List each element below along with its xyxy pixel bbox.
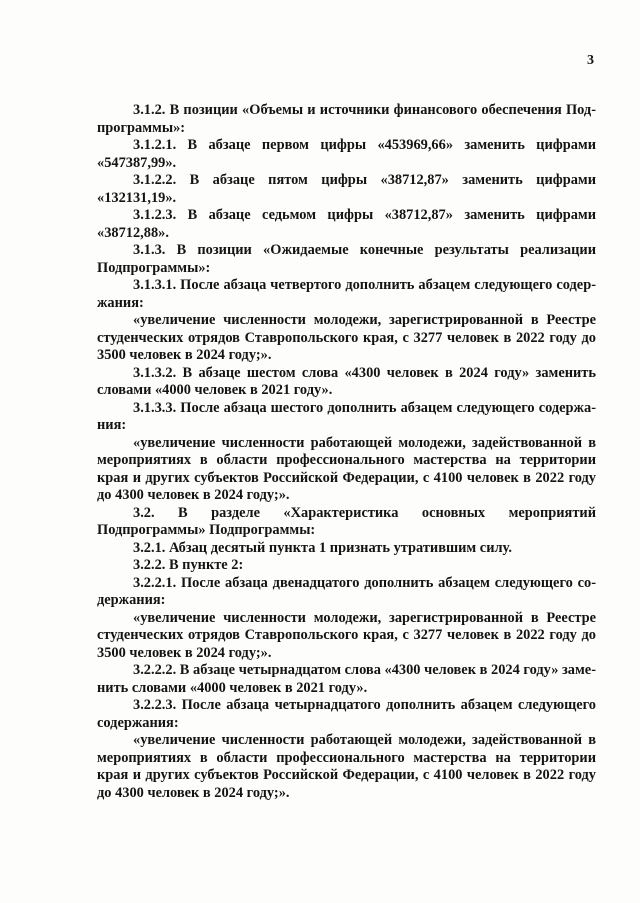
quote-paragraph: «увеличение численности работающей молодежи, задействованной в мероприятиях в области профессионального мастерства на территории края и других субъектов Российской Федерации, с 4100 человек в 2022 году до 4300 человек в 2024 году;». <box>97 732 596 801</box>
paragraph-3-2-2-3: 3.2.2.3. После абзаца четырнадцатого дополнить абзацем следующего содержания: <box>97 697 596 731</box>
paragraph-3-1-3: 3.1.3. В позиции «Ожидаемые конечные результаты реализации Подпрограммы»: <box>97 242 596 276</box>
paragraph-3-2-2-2: 3.2.2.2. В абзаце четырнадцатом слова «4300 человек в 2024 году» заменить словами «4000 человек в 2021 году». <box>97 662 596 696</box>
paragraph-3-1-3-1: 3.1.3.1. После абзаца четвертого дополнить абзацем следующего содержания: <box>97 277 596 311</box>
paragraph-3-1-2-2: 3.1.2.2. В абзаце пятом цифры «38712,87» заменить цифрами «132131,19». <box>97 172 596 206</box>
paragraph-3-2-1: 3.2.1. Абзац десятый пункта 1 признать утратившим силу. <box>133 539 512 556</box>
document-body <box>97 102 596 802</box>
paragraph-3-1-3-2: 3.1.3.2. В абзаце шестом слова «4300 человек в 2024 году» заменить словами «4000 человек в 2021 году». <box>97 364 596 398</box>
paragraph-3-1-2-3: 3.1.2.3. В абзаце седьмом цифры «38712,87» заменить цифрами «38712,88». <box>97 207 596 241</box>
paragraph-3-1-2: 3.1.2. В позиции «Объемы и источники финансового обеспечения Подпрограммы»: <box>97 102 596 136</box>
quote-paragraph: «увеличение численности молодежи, зарегистрированной в Реестре студенческих отрядов Ставропольского края, с 3277 человек в 2022 году до 3500 человек в 2024 году;». <box>97 609 596 661</box>
page-number: 3 <box>587 53 594 68</box>
paragraph-3-1-2-1: 3.1.2.1. В абзаце первом цифры «453969,66» заменить цифрами «547387,99». <box>97 137 596 171</box>
paragraph-3-2: 3.2. В разделе «Характеристика основных мероприятий Подпрограммы» Подпрограммы: <box>97 504 596 538</box>
paragraph-3-1-3-3: 3.1.3.3. После абзаца шестого дополнить абзацем следующего содержания: <box>97 399 596 433</box>
quote-paragraph: «увеличение численности работающей молодежи, задействованной в мероприятиях в области профессионального мастерства на территории края и других субъектов Российской Федерации, с 4100 человек в 2022 году до 4300 человек в 2024 году;». <box>97 434 596 503</box>
quote-paragraph: «увеличение численности молодежи, зарегистрированной в Реестре студенческих отрядов Ставропольского края, с 3277 человек в 2022 году до 3500 человек в 2024 году;». <box>97 312 596 363</box>
paragraph-3-2-2: 3.2.2. В пункте 2: <box>133 557 244 573</box>
paragraph-3-2-2-1: 3.2.2.1. После абзаца двенадцатого дополнить абзацем следующего содержания: <box>97 574 596 608</box>
